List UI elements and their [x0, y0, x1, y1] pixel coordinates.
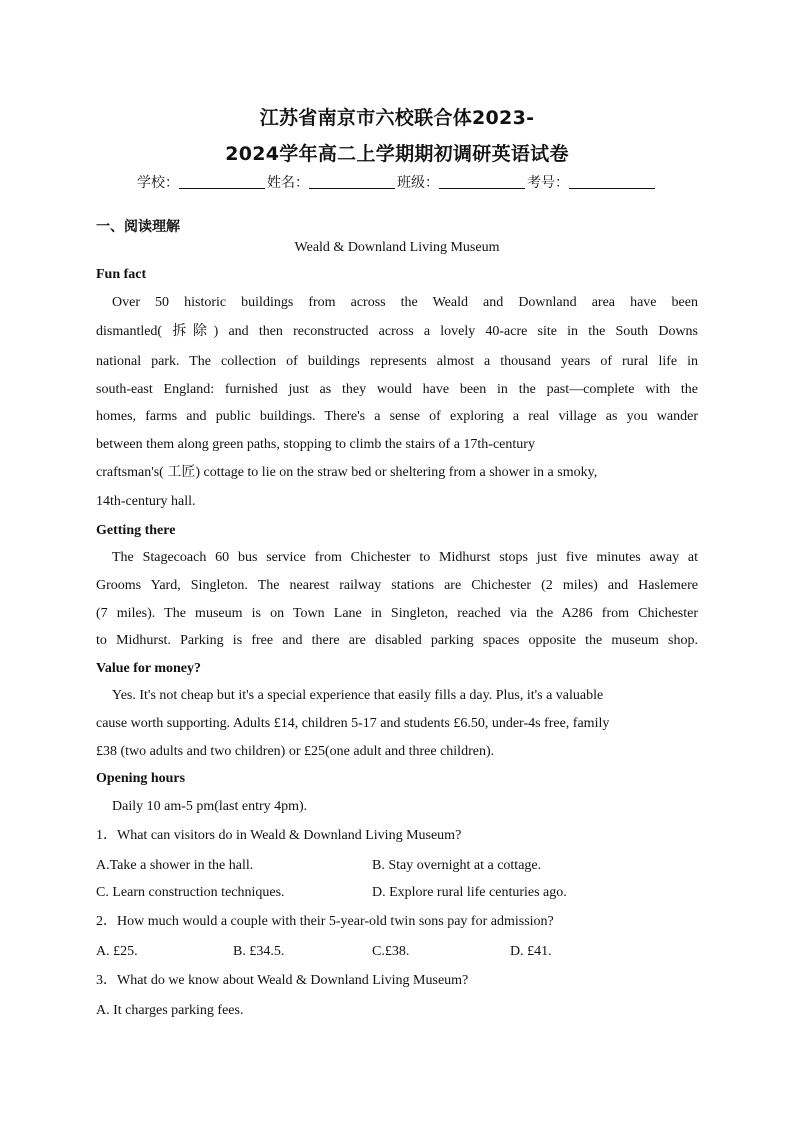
getting-there-line: The Stagecoach 60 bus service from Chichester to Midhurst stops just five minutes away at — [112, 550, 698, 565]
class-label: 班级： — [397, 175, 439, 191]
class-blank[interactable] — [439, 174, 525, 189]
option-c[interactable]: C. Learn construction techniques. — [96, 885, 285, 900]
option-a[interactable]: A. £25. — [96, 944, 138, 959]
getting-there-line: Grooms Yard, Singleton. The nearest railway stations are Chichester (2 miles) and Haslemere — [96, 578, 698, 593]
getting-there-line: (7 miles). The museum is on Town Lane in Singleton, reached via the A286 from Chichester — [96, 606, 698, 621]
fun-fact-line: south-east England: furnished just as they would have been in the past—complete with the — [96, 382, 698, 397]
option-b[interactable]: B. Stay overnight at a cottage. — [372, 858, 542, 873]
exam-title-line2: 2024学年高二上学期期初调研英语试卷 — [225, 143, 569, 165]
fun-fact-line: national park. The collection of buildings represents almost a thousand years of rural life in — [96, 354, 698, 369]
option-b[interactable]: B. £34.5. — [233, 944, 285, 959]
passage-title: Weald & Downland Living Museum — [294, 240, 500, 255]
school-blank[interactable] — [179, 174, 265, 189]
hours-text: Daily 10 am-5 pm(last entry 4pm). — [112, 799, 308, 814]
name-label: 姓名： — [267, 175, 309, 191]
option-c[interactable]: C.£38. — [372, 944, 410, 959]
section-heading: 一、阅读理解 — [96, 219, 180, 235]
fun-fact-line: craftsman's( 工匠) cottage to lie on the straw bed or sheltering from a shower in a smoky, — [96, 465, 598, 480]
fun-fact-line: between them along green paths, stopping to climb the stairs of a 17th-century — [96, 437, 535, 452]
hours-heading: Opening hours — [96, 771, 186, 786]
fun-fact-line: homes, farms and public buildings. There's a sense of exploring a real village as you wander — [96, 409, 698, 424]
fun-fact-heading: Fun fact — [96, 267, 147, 282]
value-heading: Value for money? — [96, 661, 201, 676]
number-blank[interactable] — [569, 174, 655, 189]
value-line: Yes. It's not cheap but it's a special experience that easily fills a day. Plus, it's a valuable — [112, 688, 604, 703]
getting-there-heading: Getting there — [96, 523, 176, 538]
option-a[interactable]: A. It charges parking fees. — [96, 1003, 244, 1018]
question-stem: 2．How much would a couple with their 5-year-old twin sons pay for admission? — [96, 914, 554, 929]
fun-fact-line: 14th-century hall. — [96, 494, 196, 509]
fun-fact-line: dismantled( 拆除) and then reconstructed across a lovely 40-acre site in the South Downs — [96, 324, 698, 339]
number-label: 考号： — [527, 175, 569, 191]
student-info-row — [0, 172, 794, 192]
question-stem: 3．What do we know about Weald & Downland Living Museum? — [96, 973, 469, 988]
getting-there-line: to Midhurst. Parking is free and there are disabled parking spaces opposite the museum shop. — [96, 633, 698, 648]
option-d[interactable]: D. £41. — [510, 944, 552, 959]
exam-title-line1: 江苏省南京市六校联合体2023- — [259, 107, 535, 129]
question-stem: 1．What can visitors do in Weald & Downland Living Museum? — [96, 828, 462, 843]
option-a[interactable]: A.Take a shower in the hall. — [96, 858, 254, 873]
value-line: £38 (two adults and two children) or £25(one adult and three children). — [96, 744, 495, 759]
school-label: 学校： — [137, 175, 179, 191]
name-blank[interactable] — [309, 174, 395, 189]
fun-fact-line: Over 50 historic buildings from across the Weald and Downland area have been — [112, 295, 698, 310]
value-line: cause worth supporting. Adults £14, children 5-17 and students £6.50, under-4s free, family — [96, 716, 610, 731]
option-d[interactable]: D. Explore rural life centuries ago. — [372, 885, 567, 900]
